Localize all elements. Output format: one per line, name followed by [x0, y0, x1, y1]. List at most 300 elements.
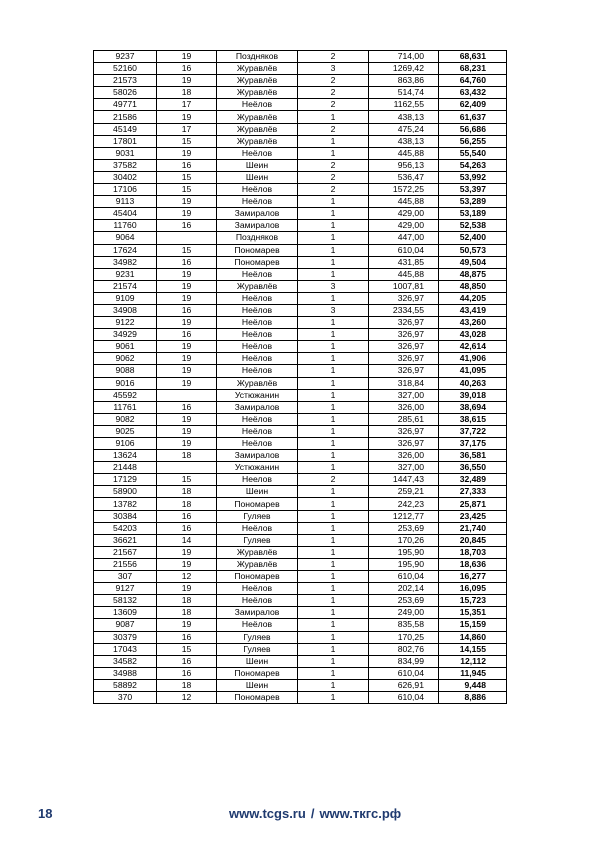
id-cell: 17043 — [94, 643, 157, 655]
name-cell: Неёлов — [217, 147, 298, 159]
name-cell: Журавлёв — [217, 377, 298, 389]
name-cell: Гуляев — [217, 510, 298, 522]
score-cell: 56,255 — [439, 135, 507, 147]
name-cell: Шеин — [217, 171, 298, 183]
footer-urls — [229, 806, 401, 821]
age-cell: 18 — [157, 486, 217, 498]
table-row — [94, 341, 507, 353]
score-cell: 37,722 — [439, 425, 507, 437]
table-row — [94, 75, 507, 87]
count-cell: 2 — [298, 75, 369, 87]
count-cell: 1 — [298, 450, 369, 462]
amount-cell: 327,00 — [369, 389, 439, 401]
count-cell: 1 — [298, 365, 369, 377]
table-row — [94, 63, 507, 75]
name-cell: Устюжанин — [217, 462, 298, 474]
count-cell: 1 — [298, 256, 369, 268]
age-cell: 17 — [157, 99, 217, 111]
id-cell: 307 — [94, 571, 157, 583]
age-cell: 15 — [157, 643, 217, 655]
count-cell: 2 — [298, 87, 369, 99]
count-cell: 1 — [298, 377, 369, 389]
count-cell: 1 — [298, 655, 369, 667]
table-row — [94, 292, 507, 304]
count-cell: 1 — [298, 438, 369, 450]
id-cell: 17624 — [94, 244, 157, 256]
score-cell: 12,112 — [439, 655, 507, 667]
table-row — [94, 558, 507, 570]
id-cell: 45149 — [94, 123, 157, 135]
age-cell: 18 — [157, 679, 217, 691]
name-cell: Пономарев — [217, 256, 298, 268]
age-cell: 16 — [157, 655, 217, 667]
age-cell: 19 — [157, 341, 217, 353]
count-cell: 1 — [298, 317, 369, 329]
id-cell: 9031 — [94, 147, 157, 159]
count-cell: 2 — [298, 474, 369, 486]
age-cell: 16 — [157, 304, 217, 316]
amount-cell: 326,00 — [369, 401, 439, 413]
count-cell: 2 — [298, 99, 369, 111]
age-cell: 19 — [157, 377, 217, 389]
score-cell: 53,992 — [439, 171, 507, 183]
id-cell: 45404 — [94, 208, 157, 220]
id-cell: 37582 — [94, 159, 157, 171]
table-row — [94, 691, 507, 703]
count-cell: 1 — [298, 510, 369, 522]
amount-cell: 429,00 — [369, 208, 439, 220]
id-cell: 9109 — [94, 292, 157, 304]
score-cell: 41,095 — [439, 365, 507, 377]
id-cell: 17801 — [94, 135, 157, 147]
name-cell: Устюжанин — [217, 389, 298, 401]
age-cell: 19 — [157, 425, 217, 437]
table-row — [94, 329, 507, 341]
amount-cell: 429,00 — [369, 220, 439, 232]
name-cell: Пономарев — [217, 667, 298, 679]
name-cell: Неёлов — [217, 329, 298, 341]
name-cell: Пономарев — [217, 571, 298, 583]
table-row — [94, 401, 507, 413]
id-cell: 21574 — [94, 280, 157, 292]
age-cell: 17 — [157, 123, 217, 135]
table-row — [94, 595, 507, 607]
age-cell: 18 — [157, 595, 217, 607]
amount-cell: 447,00 — [369, 232, 439, 244]
id-cell: 30379 — [94, 631, 157, 643]
count-cell: 1 — [298, 619, 369, 631]
age-cell: 19 — [157, 268, 217, 280]
age-cell: 12 — [157, 571, 217, 583]
score-cell: 25,871 — [439, 498, 507, 510]
score-cell: 20,845 — [439, 534, 507, 546]
score-cell: 53,289 — [439, 196, 507, 208]
table-row — [94, 159, 507, 171]
table-row — [94, 631, 507, 643]
score-cell: 8,886 — [439, 691, 507, 703]
amount-cell: 536,47 — [369, 171, 439, 183]
footer-url-latin[interactable]: www.tcgs.ru — [229, 806, 306, 821]
name-cell: Журавлёв — [217, 280, 298, 292]
count-cell: 2 — [298, 159, 369, 171]
count-cell: 1 — [298, 546, 369, 558]
table-row — [94, 353, 507, 365]
id-cell: 21556 — [94, 558, 157, 570]
id-cell: 13624 — [94, 450, 157, 462]
name-cell: Неёлов — [217, 619, 298, 631]
table-row — [94, 171, 507, 183]
count-cell: 1 — [298, 679, 369, 691]
score-cell: 64,760 — [439, 75, 507, 87]
score-cell: 15,159 — [439, 619, 507, 631]
count-cell: 1 — [298, 341, 369, 353]
count-cell: 1 — [298, 292, 369, 304]
name-cell: Неёлов — [217, 317, 298, 329]
score-cell: 23,425 — [439, 510, 507, 522]
count-cell: 1 — [298, 111, 369, 123]
id-cell: 9231 — [94, 268, 157, 280]
amount-cell: 285,61 — [369, 413, 439, 425]
amount-cell: 1269,42 — [369, 63, 439, 75]
age-cell: 19 — [157, 280, 217, 292]
score-cell: 32,489 — [439, 474, 507, 486]
table-row — [94, 87, 507, 99]
name-cell: Неёлов — [217, 268, 298, 280]
score-cell: 36,581 — [439, 450, 507, 462]
name-cell: Шеин — [217, 679, 298, 691]
amount-cell: 195,90 — [369, 558, 439, 570]
age-cell: 16 — [157, 631, 217, 643]
id-cell: 9088 — [94, 365, 157, 377]
name-cell: Неёлов — [217, 196, 298, 208]
amount-cell: 202,14 — [369, 583, 439, 595]
score-cell: 21,740 — [439, 522, 507, 534]
amount-cell: 1447,43 — [369, 474, 439, 486]
count-cell: 1 — [298, 401, 369, 413]
table-row — [94, 571, 507, 583]
score-cell: 9,448 — [439, 679, 507, 691]
score-cell: 16,277 — [439, 571, 507, 583]
age-cell: 19 — [157, 413, 217, 425]
count-cell: 1 — [298, 208, 369, 220]
amount-cell: 326,97 — [369, 425, 439, 437]
name-cell: Неёлов — [217, 353, 298, 365]
amount-cell: 326,97 — [369, 365, 439, 377]
amount-cell: 445,88 — [369, 196, 439, 208]
count-cell: 1 — [298, 534, 369, 546]
amount-cell: 1572,25 — [369, 184, 439, 196]
id-cell: 52160 — [94, 63, 157, 75]
score-cell: 62,409 — [439, 99, 507, 111]
amount-cell: 326,00 — [369, 450, 439, 462]
amount-cell: 259,21 — [369, 486, 439, 498]
table-row — [94, 438, 507, 450]
table-row — [94, 99, 507, 111]
score-cell: 44,205 — [439, 292, 507, 304]
table-row — [94, 268, 507, 280]
table-row — [94, 667, 507, 679]
amount-cell: 610,04 — [369, 571, 439, 583]
name-cell: Пономарев — [217, 498, 298, 510]
table-row — [94, 679, 507, 691]
table-row — [94, 256, 507, 268]
id-cell: 34988 — [94, 667, 157, 679]
amount-cell: 318,84 — [369, 377, 439, 389]
id-cell: 58900 — [94, 486, 157, 498]
name-cell: Неёлов — [217, 292, 298, 304]
id-cell: 34982 — [94, 256, 157, 268]
score-cell: 61,637 — [439, 111, 507, 123]
table-row — [94, 51, 507, 63]
count-cell: 1 — [298, 232, 369, 244]
id-cell: 9087 — [94, 619, 157, 631]
name-cell: Неелов — [217, 474, 298, 486]
score-cell: 43,419 — [439, 304, 507, 316]
amount-cell: 1162,55 — [369, 99, 439, 111]
amount-cell: 956,13 — [369, 159, 439, 171]
name-cell: Замиралов — [217, 607, 298, 619]
id-cell: 9016 — [94, 377, 157, 389]
score-cell: 53,189 — [439, 208, 507, 220]
age-cell: 15 — [157, 171, 217, 183]
id-cell: 9062 — [94, 353, 157, 365]
age-cell: 19 — [157, 438, 217, 450]
score-cell: 16,095 — [439, 583, 507, 595]
id-cell: 58026 — [94, 87, 157, 99]
score-cell: 18,703 — [439, 546, 507, 558]
id-cell: 370 — [94, 691, 157, 703]
table-row — [94, 304, 507, 316]
score-cell: 68,631 — [439, 51, 507, 63]
table-row — [94, 135, 507, 147]
count-cell: 1 — [298, 425, 369, 437]
count-cell: 1 — [298, 667, 369, 679]
id-cell: 58132 — [94, 595, 157, 607]
age-cell: 12 — [157, 691, 217, 703]
table-row — [94, 389, 507, 401]
name-cell: Журавлёв — [217, 546, 298, 558]
age-cell: 19 — [157, 353, 217, 365]
count-cell: 1 — [298, 486, 369, 498]
table-row — [94, 510, 507, 522]
id-cell: 30402 — [94, 171, 157, 183]
score-cell: 42,614 — [439, 341, 507, 353]
score-cell: 68,231 — [439, 63, 507, 75]
count-cell: 1 — [298, 595, 369, 607]
footer-url-cyrillic[interactable]: www.ткгс.рф — [319, 806, 402, 821]
age-cell: 19 — [157, 292, 217, 304]
count-cell: 1 — [298, 268, 369, 280]
id-cell: 17129 — [94, 474, 157, 486]
age-cell: 19 — [157, 111, 217, 123]
table-row — [94, 208, 507, 220]
score-cell: 38,694 — [439, 401, 507, 413]
name-cell: Неёлов — [217, 425, 298, 437]
name-cell: Замиралов — [217, 401, 298, 413]
amount-cell: 170,25 — [369, 631, 439, 643]
age-cell: 18 — [157, 607, 217, 619]
id-cell: 13609 — [94, 607, 157, 619]
score-cell: 11,945 — [439, 667, 507, 679]
score-cell: 55,540 — [439, 147, 507, 159]
id-cell: 9025 — [94, 425, 157, 437]
table-row — [94, 365, 507, 377]
count-cell: 1 — [298, 498, 369, 510]
name-cell: Неёлов — [217, 99, 298, 111]
id-cell: 13782 — [94, 498, 157, 510]
amount-cell: 610,04 — [369, 667, 439, 679]
amount-cell: 610,04 — [369, 691, 439, 703]
amount-cell: 253,69 — [369, 595, 439, 607]
name-cell: Шеин — [217, 159, 298, 171]
name-cell: Неёлов — [217, 365, 298, 377]
count-cell: 1 — [298, 583, 369, 595]
name-cell: Неёлов — [217, 583, 298, 595]
age-cell — [157, 232, 217, 244]
id-cell: 9082 — [94, 413, 157, 425]
amount-cell: 326,97 — [369, 438, 439, 450]
name-cell: Поздняков — [217, 51, 298, 63]
count-cell: 2 — [298, 184, 369, 196]
amount-cell: 1212,77 — [369, 510, 439, 522]
score-cell: 49,504 — [439, 256, 507, 268]
name-cell: Замиралов — [217, 220, 298, 232]
id-cell: 11760 — [94, 220, 157, 232]
name-cell: Неёлов — [217, 341, 298, 353]
id-cell: 58892 — [94, 679, 157, 691]
table-row — [94, 607, 507, 619]
name-cell: Гуляев — [217, 643, 298, 655]
table-row — [94, 280, 507, 292]
table-row — [94, 317, 507, 329]
amount-cell: 514,74 — [369, 87, 439, 99]
score-cell: 14,155 — [439, 643, 507, 655]
table-row — [94, 546, 507, 558]
age-cell — [157, 462, 217, 474]
score-cell: 36,550 — [439, 462, 507, 474]
table-row — [94, 220, 507, 232]
score-cell: 37,175 — [439, 438, 507, 450]
age-cell: 16 — [157, 667, 217, 679]
count-cell: 1 — [298, 558, 369, 570]
id-cell: 9064 — [94, 232, 157, 244]
amount-cell: 438,13 — [369, 111, 439, 123]
name-cell: Неёлов — [217, 304, 298, 316]
table-row — [94, 462, 507, 474]
amount-cell: 431,85 — [369, 256, 439, 268]
id-cell: 49771 — [94, 99, 157, 111]
id-cell: 45592 — [94, 389, 157, 401]
count-cell: 1 — [298, 389, 369, 401]
score-cell: 40,263 — [439, 377, 507, 389]
name-cell: Журавлёв — [217, 135, 298, 147]
name-cell: Журавлёв — [217, 75, 298, 87]
age-cell — [157, 389, 217, 401]
name-cell: Журавлёв — [217, 63, 298, 75]
count-cell: 1 — [298, 220, 369, 232]
amount-cell: 834,99 — [369, 655, 439, 667]
name-cell: Шеин — [217, 486, 298, 498]
score-cell: 56,686 — [439, 123, 507, 135]
table-row — [94, 583, 507, 595]
table-row — [94, 498, 507, 510]
count-cell: 1 — [298, 462, 369, 474]
name-cell: Неёлов — [217, 522, 298, 534]
page-number: 18 — [38, 806, 53, 821]
score-cell: 18,636 — [439, 558, 507, 570]
score-cell: 50,573 — [439, 244, 507, 256]
table-row — [94, 655, 507, 667]
age-cell: 19 — [157, 196, 217, 208]
name-cell: Неёлов — [217, 413, 298, 425]
table-row — [94, 184, 507, 196]
age-cell: 16 — [157, 329, 217, 341]
age-cell: 19 — [157, 583, 217, 595]
score-cell: 41,906 — [439, 353, 507, 365]
id-cell: 36621 — [94, 534, 157, 546]
score-cell: 15,723 — [439, 595, 507, 607]
age-cell: 16 — [157, 159, 217, 171]
count-cell: 1 — [298, 135, 369, 147]
amount-cell: 326,97 — [369, 329, 439, 341]
score-cell: 43,260 — [439, 317, 507, 329]
count-cell: 1 — [298, 522, 369, 534]
amount-cell: 249,00 — [369, 607, 439, 619]
age-cell: 15 — [157, 184, 217, 196]
count-cell: 1 — [298, 571, 369, 583]
count-cell: 1 — [298, 353, 369, 365]
age-cell: 16 — [157, 522, 217, 534]
name-cell: Поздняков — [217, 232, 298, 244]
count-cell: 1 — [298, 691, 369, 703]
score-cell: 52,400 — [439, 232, 507, 244]
count-cell: 2 — [298, 123, 369, 135]
amount-cell: 2334,55 — [369, 304, 439, 316]
age-cell: 14 — [157, 534, 217, 546]
score-cell: 27,333 — [439, 486, 507, 498]
score-cell: 52,538 — [439, 220, 507, 232]
name-cell: Неёлов — [217, 595, 298, 607]
age-cell: 15 — [157, 135, 217, 147]
amount-cell: 327,00 — [369, 462, 439, 474]
count-cell: 2 — [298, 171, 369, 183]
amount-cell: 475,24 — [369, 123, 439, 135]
score-cell: 48,875 — [439, 268, 507, 280]
table-row — [94, 413, 507, 425]
age-cell: 19 — [157, 619, 217, 631]
count-cell: 1 — [298, 329, 369, 341]
id-cell: 21586 — [94, 111, 157, 123]
table-row — [94, 486, 507, 498]
table-row — [94, 425, 507, 437]
count-cell: 3 — [298, 280, 369, 292]
table-row — [94, 244, 507, 256]
amount-cell: 835,58 — [369, 619, 439, 631]
age-cell: 19 — [157, 75, 217, 87]
id-cell: 9061 — [94, 341, 157, 353]
age-cell: 16 — [157, 63, 217, 75]
amount-cell: 195,90 — [369, 546, 439, 558]
table-row — [94, 111, 507, 123]
table-row — [94, 147, 507, 159]
age-cell: 16 — [157, 510, 217, 522]
name-cell: Пономарев — [217, 691, 298, 703]
age-cell: 18 — [157, 498, 217, 510]
id-cell: 54203 — [94, 522, 157, 534]
count-cell: 1 — [298, 607, 369, 619]
count-cell: 1 — [298, 643, 369, 655]
id-cell: 9113 — [94, 196, 157, 208]
